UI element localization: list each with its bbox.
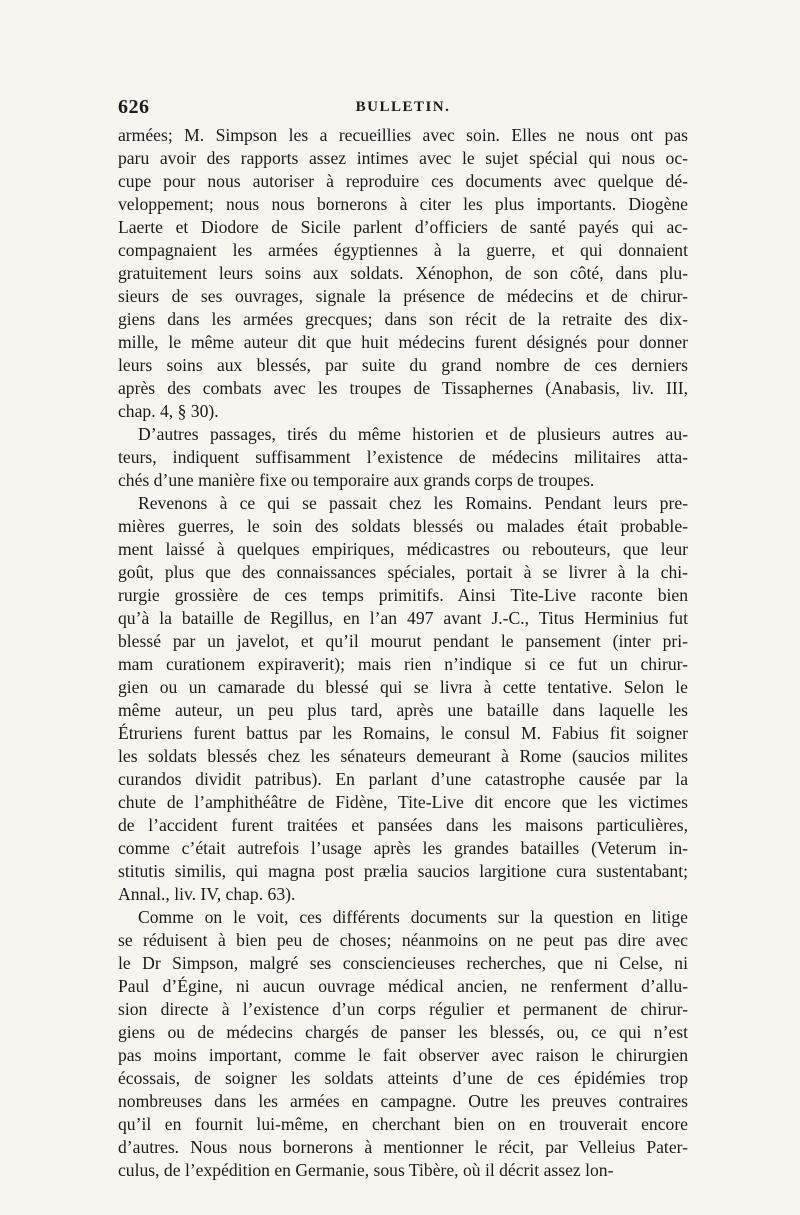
text-line: culus, de l’expédition en Germanie, sous Tibère, où il décrit assez lon- — [118, 1160, 614, 1180]
text-line: chés d’une manière fixe ou temporaire aux grands corps de troupes. — [118, 470, 595, 490]
text-line: giens ou de médecins chargés de panser les blessés, ou, ce qui n’est — [118, 1022, 688, 1042]
text-line: chap. 4, § 30). — [118, 401, 219, 421]
text-line: de l’accident furent traitées et pansées dans les maisons particulières, — [118, 815, 688, 835]
text-line: rurgie grossière de ces temps primitifs. Ainsi Tite-Live raconte bien — [118, 585, 688, 605]
text-line: curandos dividit patribus). En parlant d’une catastrophe causée par la — [118, 769, 688, 789]
text-line: teurs, indiquent suffisamment l’existence de médecins militaires atta- — [118, 447, 688, 467]
running-head: BULLETIN. — [355, 99, 451, 115]
text-line: comme c’était autrefois l’usage après les grandes batailles (Veterum in- — [118, 838, 688, 858]
text-line: mam curationem expiraverit); mais rien n’indique si ce fut un chirur- — [118, 654, 688, 674]
body-text — [118, 124, 688, 1184]
text-line: chute de l’amphithéâtre de Fidène, Tite-Live dit encore que les victimes — [118, 792, 688, 812]
text-line: cupe pour nous autoriser à reproduire ces documents avec quelque dé- — [118, 171, 688, 191]
text-line: sion directe à l’existence d’un corps régulier et permanent de chirur- — [118, 999, 688, 1019]
paragraph — [118, 906, 688, 1182]
text-line: écossais, de soigner les soldats atteints d’une de ces épidémies trop — [118, 1068, 688, 1088]
text-line: pas moins important, comme le fait observer avec raison le chirurgien — [118, 1045, 688, 1065]
text-line: sieurs de ses ouvrages, signale la présence de médecins et de chirur- — [118, 286, 688, 306]
text-line: Laerte et Diodore de Sicile parlent d’officiers de santé payés qui ac- — [118, 217, 688, 237]
text-line: gien ou un camarade du blessé qui se livra à cette tentative. Selon le — [118, 677, 688, 697]
text-line: gratuitement leurs soins aux soldats. Xénophon, de son côté, dans plu- — [118, 263, 688, 283]
text-line: Revenons à ce qui se passait chez les Romains. Pendant leurs pre- — [138, 493, 688, 513]
page-number: 626 — [118, 96, 150, 118]
text-line: goût, plus que des connaissances spéciales, portait à se livrer à la chi- — [118, 562, 688, 582]
paragraph — [118, 492, 688, 906]
text-line: blessé par un javelot, et qu’il mourut pendant le pansement (inter pri- — [118, 631, 688, 651]
text-line: Comme on le voit, ces différents documents sur la question en litige — [138, 907, 688, 927]
text-line: D’autres passages, tirés du même historien et de plusieurs autres au- — [138, 424, 688, 444]
text-line: Annal., liv. IV, chap. 63). — [118, 884, 296, 904]
text-line: nombreuses dans les armées en campagne. Outre les preuves contraires — [118, 1091, 688, 1111]
text-line: qu’à la bataille de Regillus, en l’an 497 avant J.-C., Titus Herminius fut — [118, 608, 688, 628]
text-line: après des combats avec les troupes de Tissaphernes (Anabasis, liv. III, — [118, 378, 688, 398]
text-line: se réduisent à bien peu de choses; néanmoins on ne peut pas dire avec — [118, 930, 688, 950]
text-line: giens dans les armées grecques; dans son récit de la retraite des dix- — [118, 309, 688, 329]
text-line: leurs soins aux blessés, par suite du grand nombre de ces derniers — [118, 355, 688, 375]
text-line: les soldats blessés chez les sénateurs demeurant à Rome (saucios milites — [118, 746, 688, 766]
text-line: Étruriens furent battus par les Romains, le consul M. Fabius fit soigner — [118, 723, 688, 743]
text-line: ment laissé à quelques empiriques, médicastres ou rebouteurs, que leur — [118, 539, 688, 559]
text-line: mières guerres, le soin des soldats blessés ou malades était probable- — [118, 516, 688, 536]
text-line: qu’il en fournit lui-même, en cherchant bien on en trouverait encore — [118, 1114, 688, 1134]
text-line: veloppement; nous nous bornerons à citer les plus importants. Diogène — [118, 194, 688, 214]
text-line: stitutis similis, qui magna post prælia saucios largitione cura sustentabant; — [118, 861, 688, 881]
text-line: compagnaient les armées égyptiennes à la guerre, et qui donnaient — [118, 240, 688, 260]
text-line: d’autres. Nous nous bornerons à mentionner le récit, par Velleius Pater- — [118, 1137, 688, 1157]
text-line: paru avoir des rapports assez intimes avec le sujet spécial qui nous oc- — [118, 148, 688, 168]
text-line: le Dr Simpson, malgré ses consciencieuses recherches, que ni Celse, ni — [118, 953, 688, 973]
text-line: même auteur, un peu plus tard, après une bataille dans laquelle les — [118, 700, 688, 720]
text-line: mille, le même auteur dit que huit médecins furent désignés pour donner — [118, 332, 688, 352]
text-line: Paul d’Égine, ni aucun ouvrage médical ancien, ne renferment d’allu- — [118, 976, 688, 996]
text-line: armées; M. Simpson les a recueillies avec soin. Elles ne nous ont pas — [118, 125, 688, 145]
paragraph — [118, 124, 688, 423]
paragraph — [118, 423, 688, 492]
